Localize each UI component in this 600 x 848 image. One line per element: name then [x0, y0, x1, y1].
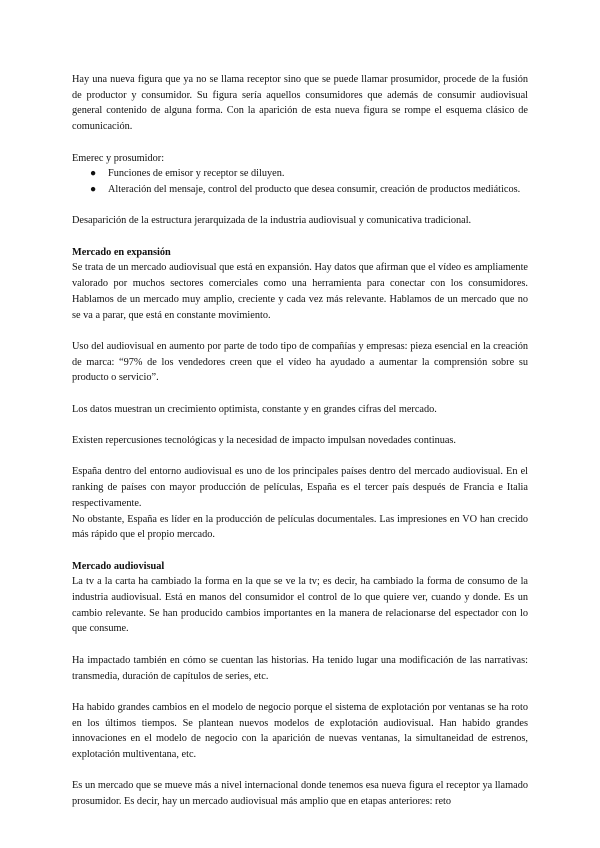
paragraph-espana: España dentro del entorno audiovisual es uno de los principales países dentro del mercado audiovisual. En el ranking de países con mayor producción de películas, España es el tercer país después de Francia e Italia respectivamente. — [72, 466, 528, 509]
heading-mercado-expansion: Mercado en expansión — [72, 246, 171, 258]
paragraph-historias: Ha impactado también en cómo se cuentan las historias. Ha tenido lugar una modificación de las narrativas: transmedia, duración de capítulos de series, etc. — [72, 654, 528, 682]
document-body — [72, 72, 528, 810]
bullet-icon: ● — [90, 168, 97, 180]
paragraph-expansion: Se trata de un mercado audiovisual que está en expansión. Hay datos que afirman que el vídeo es ampliamente valorado por muchos sectores comerciales como una herramienta para conectar con los consumidores. Hablamos de un mercado muy amplio, creciente y cada vez más relevante. Hablamos de un mercado que no se va a parar, que está en constante movimiento. — [72, 262, 528, 321]
paragraph-estructura: Desaparición de la estructura jerarquizada de la industria audiovisual y comunicativa tradicional. — [72, 215, 472, 227]
paragraph-tv-carta: La tv a la carta ha cambiado la forma en la que se ve la tv; es decir, ha cambiado la forma de consumo de la industria audiovisual. Está en manos del consumidor el control de lo que quiere ver, cuando y donde. Es un cambio relevante. Se han producido cambios importantes en la manera de relacionarse del espectador con lo que consume. — [72, 576, 528, 635]
list-item: ● Alteración del mensaje, control del producto que desea consumir, creación de productos mediáticos. — [72, 182, 528, 198]
emerec-list — [72, 166, 528, 197]
paragraph-repercusiones: Existen repercusiones tecnológicas y la necesidad de impacto impulsan novedades continuas. — [72, 435, 457, 447]
paragraph-documentales: No obstante, España es líder en la producción de películas documentales. Las impresiones en VO han crecido más rápido que el propio mercado. — [72, 513, 528, 541]
paragraph-uso-audiovisual: Uso del audiovisual en aumento por parte de todo tipo de compañías y empresas: pieza esencial en la creación de marca: “97% de los vendedores creen que el vídeo ha ayudado a aumentar la comprensión sobre su producto o servicio”. — [72, 340, 528, 384]
paragraph-prosumidor: Hay una nueva figura que ya no se llama receptor sino que se puede llamar prosumidor, procede de la fusión de productor y consumidor. Su figura sería aquellos consumidores que además de consumir audiovisual general contenido de alguna forma. Con la aparición de esta nueva figura se rompe el esquema clásico de comunicación. — [72, 74, 528, 133]
emerec-title: Emerec y prosumidor: — [72, 152, 165, 164]
list-item: ● Funciones de emisor y receptor se diluyen. — [72, 166, 528, 182]
paragraph-internacional: Es un mercado que se mueve más a nivel internacional donde tenemos esa nueva figura el receptor ya llamado prosumidor. Es decir, hay un mercado audiovisual más amplio que en etapas anteriores: reto — [72, 780, 528, 808]
heading-mercado-audiovisual: Mercado audiovisual — [72, 560, 165, 572]
paragraph-modelo-negocio: Ha habido grandes cambios en el modelo de negocio porque el sistema de explotación por ventanas se ha roto en los últimos tiempos. Se plantean nuevos modelos de explotación audiovisual. Han habido grandes innovaciones en el modelo de negocio con la aparición de nuevas ventanas, la simultaneidad de estrenos, explotación multiventana, etc. — [72, 701, 528, 761]
bullet-icon: ● — [90, 183, 97, 195]
paragraph-datos: Los datos muestran un crecimiento optimista, constante y en grandes cifras del mercado. — [72, 403, 437, 415]
